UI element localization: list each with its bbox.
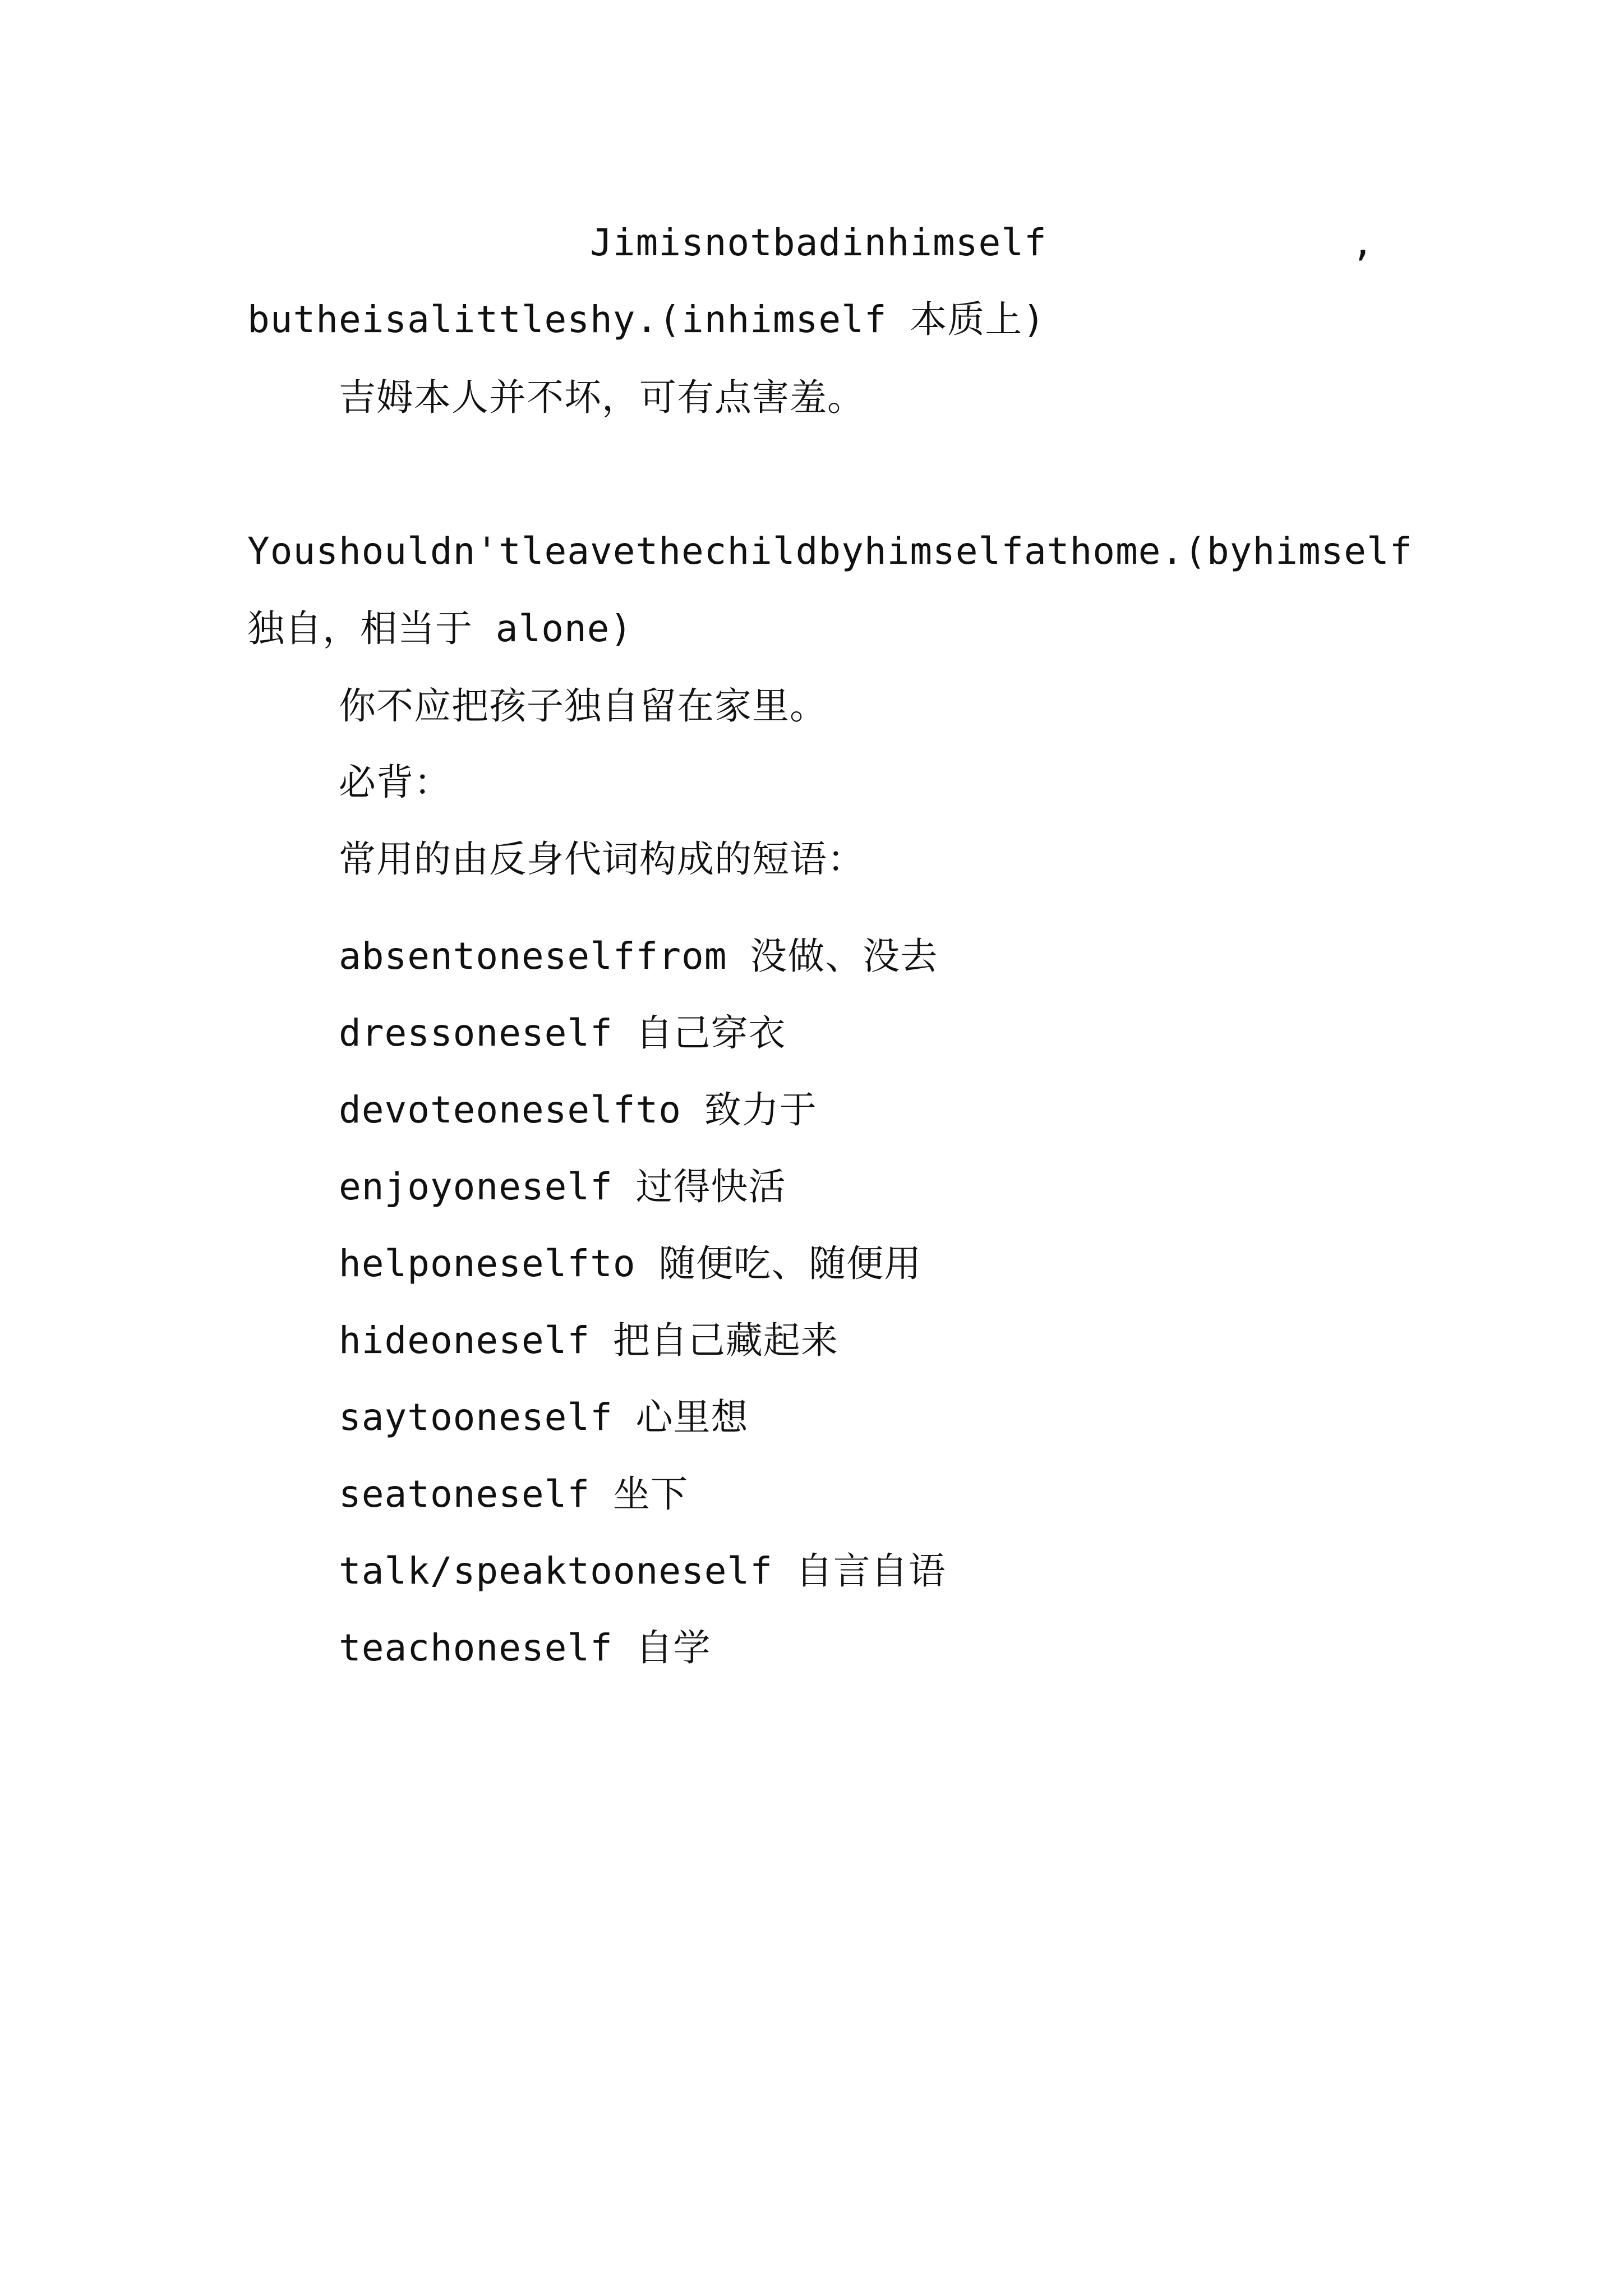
list-item: hideoneself 把自己藏起来 [339, 1319, 838, 1362]
list-item: helponeselfto 随便吃、随便用 [339, 1242, 922, 1285]
phrase-list [339, 918, 1460, 1686]
list-item: absentoneselffrom 没做、没去 [339, 935, 938, 978]
example-2-sentence-part-2: 独自，相当于 alone) [247, 607, 633, 650]
list-item: seatoneself 坐下 [339, 1473, 688, 1516]
list-item: teachoneself 自学 [339, 1626, 711, 1669]
example-2-sentence-part-1: Youshouldn'tleavethechildbyhimselfathome.(byhimself [247, 530, 1413, 573]
example-1-comma: , [1352, 221, 1375, 264]
must-recite-label: 必背： [339, 761, 451, 804]
example-1-sentence-part-1: Jimisnotbadinhimself [590, 221, 1047, 264]
list-item: saytooneself 心里想 [339, 1396, 749, 1439]
list-item: devoteoneselfto 致力于 [339, 1088, 817, 1131]
phrases-heading: 常用的由反身代词构成的短语： [339, 838, 865, 881]
example-1-sentence-part-2: butheisalittleshy.(inhimself 本质上) [247, 298, 1046, 341]
list-item: enjoyoneself 过得快活 [339, 1165, 786, 1208]
example-2-translation: 你不应把孩子独自留在家里。 [339, 684, 827, 728]
list-item: talk/speaktooneself 自言自语 [339, 1549, 946, 1593]
list-item: dressoneself 自己穿衣 [339, 1011, 786, 1055]
example-1-translation: 吉姆本人并不坏，可有点害羞。 [339, 376, 865, 419]
